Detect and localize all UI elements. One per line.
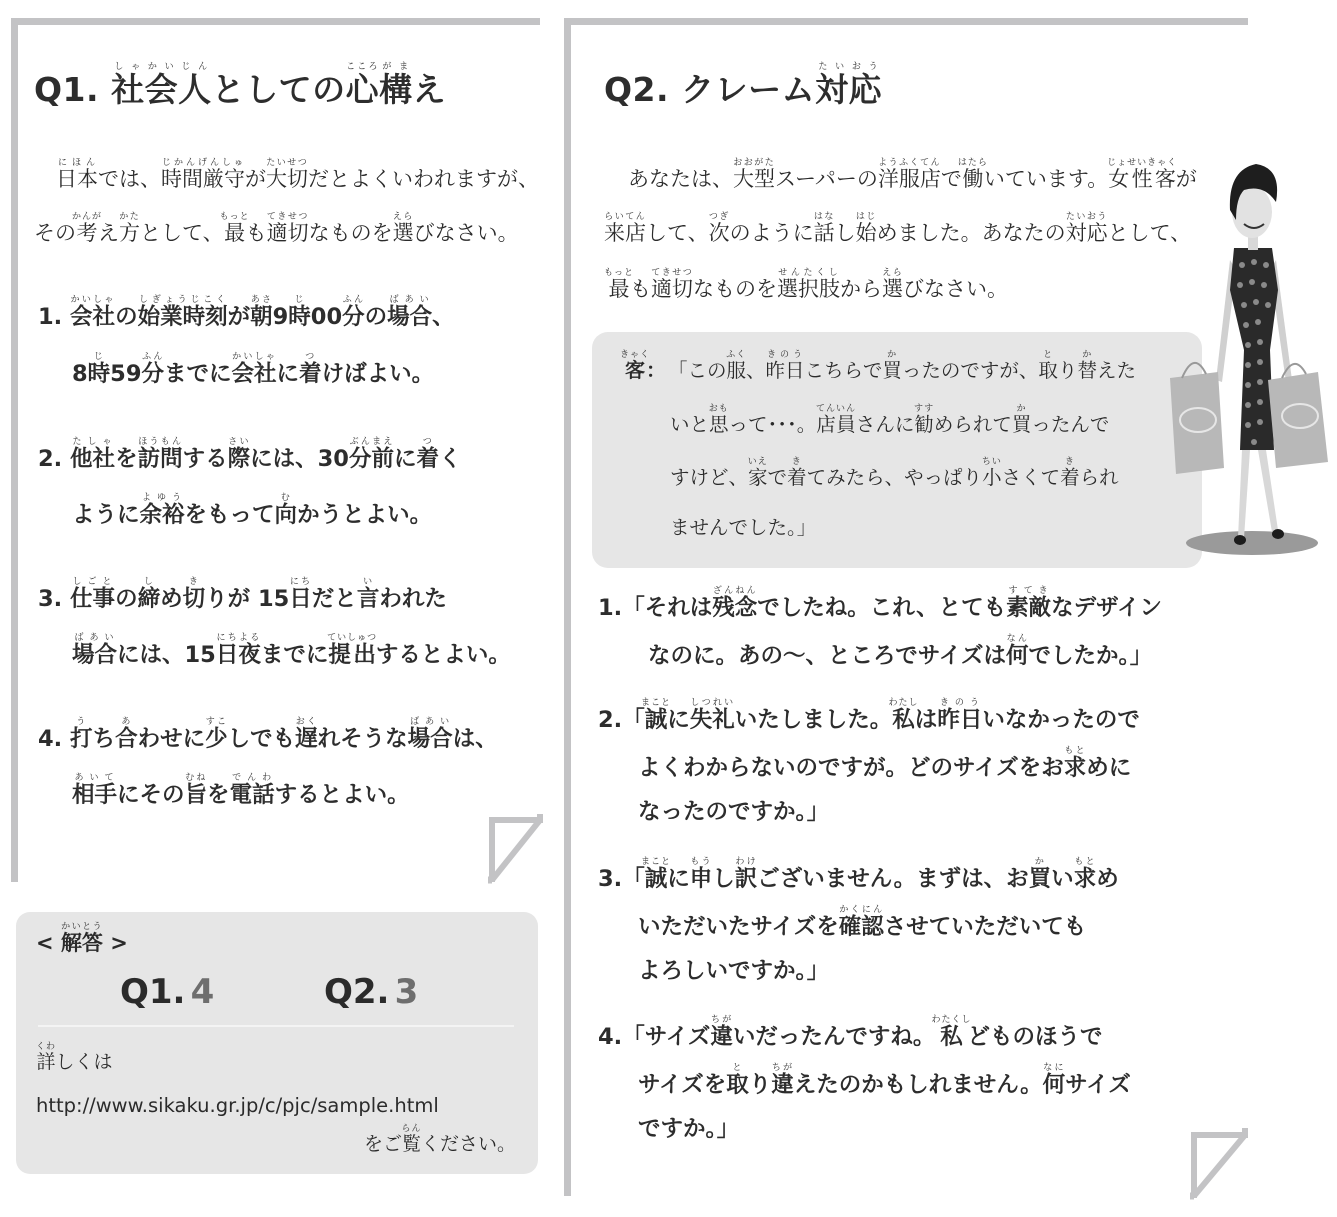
q2-option-4-cont-2: ですか。」 <box>638 1116 740 1142</box>
q1-option-4-cont: 相手あいてにその旨むねを電話でんわするとよい。 <box>72 773 410 808</box>
q1-option-1-cont: 8時じ59分ふんまでに会社かいしゃに着つけばよい。 <box>72 352 435 387</box>
q2-option-2-cont-2: なったのですか。」 <box>638 799 830 825</box>
q1-intro-line-1: 日本にほんでは、時間厳守じかんげんしゅが大切たいせつだとよくいわれますが、 <box>56 158 539 191</box>
folded-corner-icon <box>1190 1128 1254 1202</box>
q2-intro-line-3: 最もっとも適切てきせつなものを選択肢せんたくしから選えらびなさい。 <box>604 268 1008 301</box>
q2-option-4-cont-1: サイズを取とり違ちがえたのかもしれません。何なにサイズ <box>638 1063 1131 1098</box>
q1-option-2-cont: ように余裕よゆうをもって向むかうとよい。 <box>72 493 433 528</box>
answer-box <box>16 912 538 1174</box>
q2-option-3[interactable]: 3.「誠まことに申もうし訳わけございません。まずは、お買かい求もとめ <box>598 857 1119 892</box>
customer-line-4: ませんでした。」 <box>670 516 817 539</box>
q1-option-1[interactable]: 1. 会社かいしゃの始業時刻しぎょうじこくが朝あさ9時じ00分ふんの場合ばあい、 <box>38 295 455 330</box>
answer-q1: Q1. 4 <box>120 972 215 1012</box>
q2-option-1[interactable]: 1.「それは残念ざんねんでしたね。これ、とても素敵すてきなデザイン <box>598 586 1163 621</box>
customer-line-3: すけど、家いえで着きてみたら、やっぱり小ちいさくて着きられ <box>670 457 1119 489</box>
q2-option-3-cont-1: いただいたサイズを確認かくにんさせていただいても <box>638 905 1087 940</box>
q2-option-2[interactable]: 2.「誠まことに失礼しつれいいたしました。私わたしは昨日きのういなかったので <box>598 698 1140 733</box>
answer-detail-suffix: をご覧らんください。 <box>363 1124 516 1155</box>
divider <box>38 1025 514 1027</box>
answer-q2: Q2. 3 <box>324 972 419 1012</box>
answer-detail-prefix: 詳くわしくは <box>36 1042 113 1073</box>
q1-option-4[interactable]: 4. 打うち合あわせに少すこしでも遅おくれそうな場合ばあいは、 <box>38 717 498 752</box>
q2-option-1-cont: なのに。あの～、ところでサイズは何なんでしたか。」 <box>648 634 1153 669</box>
q1-title-text: 社しゃ会かい人じんとしての心こころ構がまえ <box>111 62 447 109</box>
answer-url-link[interactable]: http://www.sikaku.gr.jp/c/pjc/sample.html <box>36 1094 439 1117</box>
q2-option-2-cont-1: よくわからないのですが。どのサイズをお求もとめに <box>638 746 1132 781</box>
q1-option-3[interactable]: 3. 仕事しごとの締しめ切きりが 15日にちだと言いわれた <box>38 577 447 612</box>
q2-intro-line-1: あなたは、大型おおがたスーパーの洋服店ようふくてんで働はたらいています。女性客じょせいきゃくが <box>628 158 1197 191</box>
q2-option-4[interactable]: 4.「サイズ違ちがいだったんですね。私わたくしどものほうで <box>598 1015 1103 1050</box>
customer-line-2: いと思おもって･･･。店員てんいんさんに勧すすめられて買かったんで <box>670 404 1110 436</box>
customer-line-1: 「この服ふく、昨日きのうこちらで買かったのですが、取とり替かえた <box>668 350 1136 382</box>
q1-intro-line-2: その考かんがえ方かたとして、最もっとも適切てきせつなものを選えらびなさい。 <box>34 212 519 245</box>
customer-label: 客きゃく： <box>620 350 666 382</box>
q2-intro-line-2: 来店らいてんして、次つぎのように話はなし始はじめました。あなたの対応たいおうとして、 <box>604 212 1192 245</box>
q2-title: Q2. クレーム対たい応おう <box>604 62 883 109</box>
q1-option-3-cont: 場合ばあいには、15日夜にちよるまでに提出ていしゅつするとよい。 <box>72 633 511 668</box>
q2-option-3-cont-2: よろしいですか。」 <box>638 958 830 984</box>
answer-heading: < 解答かいとう > <box>36 922 128 955</box>
q1-title: Q1. 社しゃ会かい人じんとしての心こころ構がまえ <box>34 62 447 109</box>
woman-shopping-illustration <box>1160 150 1337 560</box>
folded-corner-icon <box>488 814 548 886</box>
q1-option-2[interactable]: 2. 他社たしゃを訪問ほうもんする際さいには、30分前ぶんまえに着つく <box>38 437 462 472</box>
